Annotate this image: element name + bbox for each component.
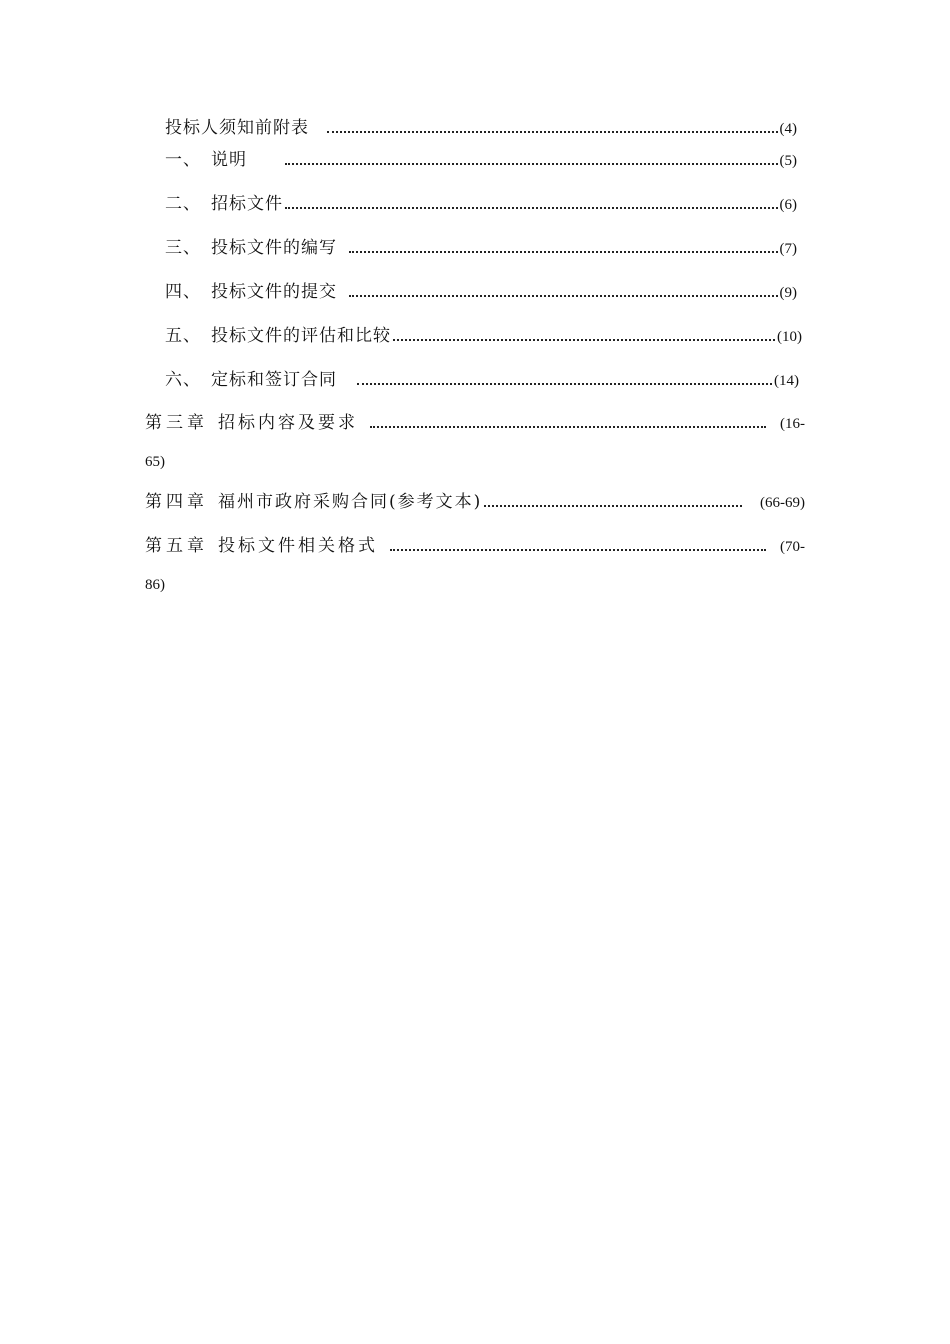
toc-entry-page: (4) bbox=[779, 121, 797, 137]
toc-entry bbox=[165, 193, 797, 216]
toc-entry-title: 福州市政府采购合同(参考文本) bbox=[218, 492, 483, 512]
toc-entry-page: (16- bbox=[780, 416, 805, 432]
toc-entry-number: 五、 bbox=[165, 326, 201, 346]
toc-entry-title: 招标内容及要求 bbox=[218, 413, 358, 433]
toc-leader bbox=[390, 549, 766, 551]
toc-entry-number: 二、 bbox=[165, 194, 201, 214]
toc-entry-number: 第四章 bbox=[145, 492, 208, 512]
toc-entry-title: 招标文件 bbox=[211, 194, 283, 214]
toc-entry bbox=[165, 149, 797, 172]
toc-entry bbox=[165, 237, 797, 260]
toc-entry-page-continuation: 65) bbox=[145, 454, 165, 470]
toc-leader bbox=[285, 207, 778, 209]
toc-entry bbox=[165, 281, 797, 304]
toc-leader bbox=[285, 163, 778, 165]
toc-entry-page-continuation: 86) bbox=[145, 577, 165, 593]
toc-leader bbox=[484, 505, 742, 507]
toc-entry-title: 投标文件的提交 bbox=[211, 282, 337, 302]
toc-entry-page: (6) bbox=[779, 197, 797, 213]
toc-entry-page: (10) bbox=[777, 329, 802, 345]
toc-leader bbox=[349, 251, 778, 253]
toc-entry-page: (66-69) bbox=[760, 495, 805, 511]
toc-entry-title: 投标人须知前附表 bbox=[165, 118, 309, 138]
toc-entry-number: 第五章 bbox=[145, 536, 208, 556]
toc-leader bbox=[393, 339, 775, 341]
toc-entry bbox=[165, 325, 802, 348]
toc-entry-page: (7) bbox=[779, 241, 797, 257]
toc-entry-number: 一、 bbox=[165, 150, 201, 170]
toc-entry-number: 三、 bbox=[165, 238, 201, 258]
toc-leader bbox=[357, 383, 772, 385]
toc-entry-page: (14) bbox=[774, 373, 799, 389]
toc-entry bbox=[165, 117, 797, 140]
toc-leader bbox=[370, 426, 766, 428]
toc-entry-title: 定标和签订合同 bbox=[211, 370, 337, 390]
toc-entry-page: (5) bbox=[779, 153, 797, 169]
toc-chapter-entry bbox=[145, 491, 805, 514]
toc-entry-number: 六、 bbox=[165, 370, 201, 390]
toc-entry-page: (70- bbox=[780, 539, 805, 555]
toc-entry-page: (9) bbox=[779, 285, 797, 301]
toc-leader bbox=[349, 295, 778, 297]
toc-entry-title: 说明 bbox=[211, 150, 247, 170]
toc-entry-title: 投标文件相关格式 bbox=[218, 536, 378, 556]
toc-leader bbox=[327, 131, 778, 133]
toc-entry bbox=[165, 369, 799, 392]
toc-entry-number: 第三章 bbox=[145, 413, 208, 433]
toc-entry-title: 投标文件的评估和比较 bbox=[211, 326, 391, 346]
toc-entry-number: 四、 bbox=[165, 282, 201, 302]
toc-chapter-entry bbox=[145, 412, 805, 435]
toc-chapter-entry bbox=[145, 535, 805, 558]
toc-entry-title: 投标文件的编写 bbox=[211, 238, 337, 258]
